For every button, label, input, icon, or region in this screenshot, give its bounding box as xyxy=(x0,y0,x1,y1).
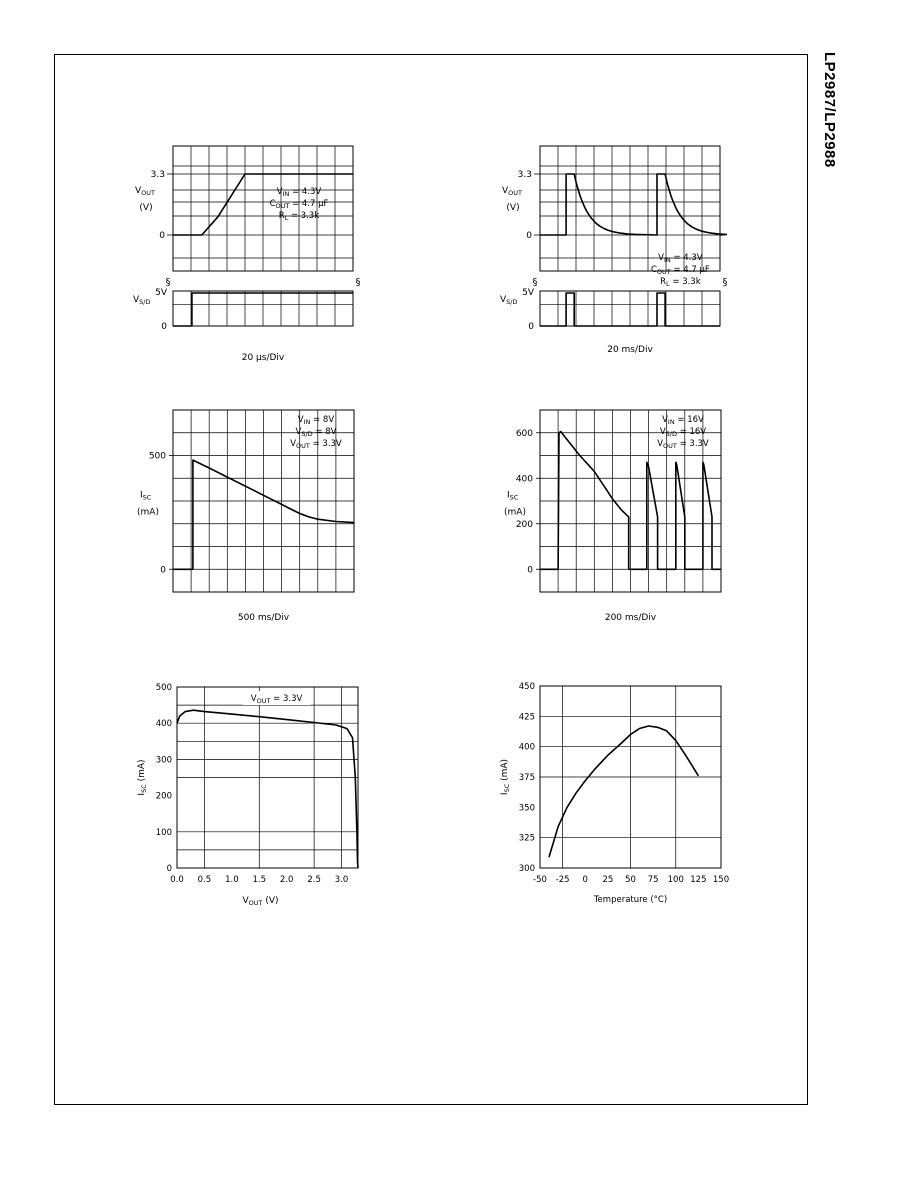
c5-ytick-label: 300 xyxy=(155,755,172,766)
c2-ytick-label: 5V xyxy=(522,288,534,298)
c3-annotation: $V_{IN} = 8V$ xyxy=(297,415,335,426)
c5-xtick-label: 1.5 xyxy=(252,875,267,885)
c3-ytick-label: 0 xyxy=(160,565,166,576)
c4-ytick-label: 200 xyxy=(515,519,533,530)
c5-ytick-label: 400 xyxy=(155,719,172,730)
c6-ytick-label: 450 xyxy=(518,682,535,692)
c5-grid xyxy=(177,687,358,868)
c1-break-mark-left: § xyxy=(165,277,171,288)
c2-ylabel-top-unit: (V) xyxy=(506,203,520,213)
c1-annotation: $R_L = 3.3k$ xyxy=(278,211,320,222)
c6-ytick-label: 300 xyxy=(518,864,535,874)
c3-grid xyxy=(173,410,354,592)
c1-annotation: $C_{OUT} = 4.7$ µF xyxy=(269,199,329,210)
c1-ytick-label: 5V xyxy=(155,288,167,298)
c1-ytick-label: 3.3 xyxy=(150,170,165,180)
c4-ytick-label: 400 xyxy=(515,474,533,485)
chart-c2 xyxy=(500,146,728,355)
c4-annotation: $V_{IN} = 16V$ xyxy=(662,415,704,426)
c5-ytick-label: 100 xyxy=(155,827,172,838)
chart-c1 xyxy=(133,146,361,363)
c2-ytick-label: 0 xyxy=(528,322,534,332)
c4-annotation: $V_{S/D} = 16V$ xyxy=(659,427,707,438)
c5-ytick-label: 200 xyxy=(155,791,172,802)
c2-ytick-label: 3.3 xyxy=(517,170,532,180)
c2-ylabel-bottom: $V_{S/D}$ xyxy=(500,295,518,306)
c6-ytick-label: 350 xyxy=(518,803,535,814)
c6-grid xyxy=(540,686,721,868)
c3-annotation: $V_{OUT} = 3.3V$ xyxy=(290,439,342,450)
c1-ylabel-top: $V_{OUT}$ xyxy=(135,186,156,197)
c6-ylabel: $I_{SC}$ (mA) xyxy=(500,758,511,796)
c5-ylabel: $I_{SC}$ (mA) xyxy=(137,759,148,796)
c5-xlabel: $V_{OUT}$ (V) xyxy=(242,896,279,907)
chart-c5 xyxy=(137,683,358,907)
c4-ytick-label: 0 xyxy=(527,565,533,576)
c6-xtick-label: 0 xyxy=(582,875,588,885)
c4-ylabel-unit: (mA) xyxy=(504,507,526,518)
c1-annotation: $V_{IN} = 4.3V$ xyxy=(276,187,322,198)
c1-xlabel: 20 µs/Div xyxy=(241,353,285,363)
c5-xtick-label: 0.5 xyxy=(197,875,212,885)
c3-ylabel-unit: (mA) xyxy=(137,507,159,518)
c3-annotation: $V_{S/D} = 8V$ xyxy=(295,427,337,438)
c5-xtick-label: 1.0 xyxy=(225,875,239,885)
c6-xtick-label: 75 xyxy=(647,875,659,885)
c6-xtick-label: 100 xyxy=(667,875,684,885)
c5-ytick-label: 0 xyxy=(166,864,172,874)
c4-ytick-label: 600 xyxy=(515,428,533,439)
c1-ytick-label: 0 xyxy=(159,231,165,241)
c2-ylabel-top: $V_{OUT}$ xyxy=(502,186,523,197)
c2-xlabel: 20 ms/Div xyxy=(607,345,653,355)
c5-ytick-label: 500 xyxy=(155,683,172,693)
c6-ytick-label: 425 xyxy=(518,712,535,723)
c6-ytick-label: 325 xyxy=(518,833,535,844)
c6-xtick-label: -50 xyxy=(533,875,547,885)
c6-ytick-label: 400 xyxy=(518,742,535,753)
c2-annotation: $C_{OUT} = 4.7$ µF xyxy=(650,265,710,276)
c6-xtick-label: 25 xyxy=(602,875,614,885)
c6-xtick-label: 50 xyxy=(625,875,636,885)
c5-annotation: $V_{OUT} = 3.3V$ xyxy=(250,694,303,705)
document-side-title: LP2987/LP2988 xyxy=(821,52,838,168)
c2-annotation: $R_L = 3.3k$ xyxy=(660,277,701,288)
c1-bottom-grid xyxy=(173,291,353,326)
c4-xlabel: 200 ms/Div xyxy=(604,613,657,623)
c1-ylabel-bottom: $V_{S/D}$ xyxy=(133,295,151,306)
c2-bottom-grid xyxy=(540,291,720,326)
chart-c4 xyxy=(504,410,721,623)
c3-ylabel: $I_{SC}$ xyxy=(140,490,152,502)
c6-xtick-label: 125 xyxy=(690,875,707,885)
c4-grid xyxy=(540,410,721,592)
c4-ylabel: $I_{SC}$ xyxy=(507,490,519,502)
c5-xtick-label: 0.0 xyxy=(170,875,184,885)
c3-xlabel: 500 ms/Div xyxy=(237,613,290,623)
c5-xtick-label: 3.0 xyxy=(334,875,349,885)
c1-ytick-label: 0 xyxy=(161,322,167,332)
c1-break-mark-right: § xyxy=(355,277,361,288)
c6-xlabel: Temperature (°C) xyxy=(593,895,668,905)
c4-annotation: $V_{OUT} = 3.3V$ xyxy=(657,439,709,450)
c5-xtick-label: 2.5 xyxy=(307,875,321,885)
c2-annotation: $V_{IN} = 4.3V$ xyxy=(658,253,703,264)
c2-break-mark-right: § xyxy=(722,277,728,288)
c5-xtick-label: 2.0 xyxy=(279,875,294,885)
c2-ytick-label: 0 xyxy=(526,231,532,241)
c6-xtick-label: 150 xyxy=(712,875,730,885)
c6-ytick-label: 375 xyxy=(518,773,535,783)
chart-c3 xyxy=(137,410,354,623)
c6-xtick-label: -25 xyxy=(555,875,570,885)
c2-series-vout xyxy=(540,174,726,235)
c2-break-mark-left: § xyxy=(532,277,538,288)
c3-ytick-label: 500 xyxy=(148,451,166,462)
c1-ylabel-top-unit: (V) xyxy=(139,203,153,213)
chart-c6 xyxy=(500,682,729,905)
